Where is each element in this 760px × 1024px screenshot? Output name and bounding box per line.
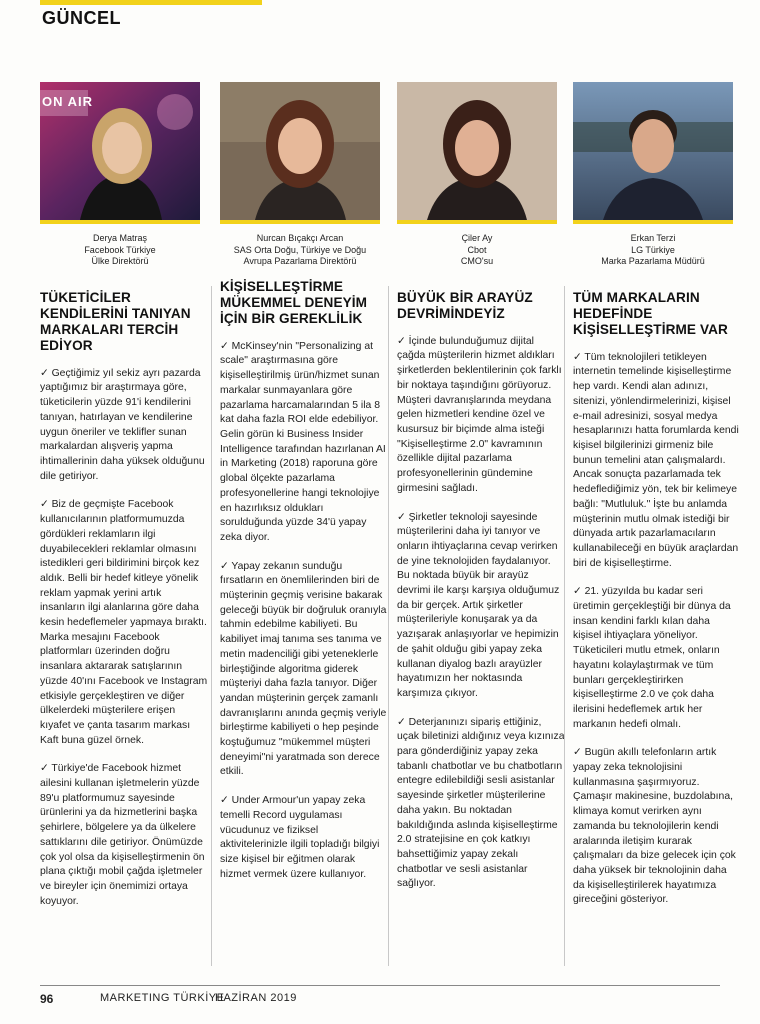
column-2 bbox=[220, 82, 388, 896]
person-company: SAS Orta Doğu, Türkiye ve Doğu bbox=[233, 244, 367, 255]
article-body bbox=[40, 367, 208, 910]
person-caption bbox=[397, 233, 557, 268]
person-role: Ülke Direktörü bbox=[91, 256, 149, 267]
paragraph: ✓ Biz de geçmişte Facebook kullanıcılarının platformumuzda gördükleri reklamların ilgi duyabilecekleri reklamlar olmasını istedikleri geri bildirimini birçok kez aldık. Belli bir hedef kitleye yönelik reklam yapmak yerini artık insanların ilgi alanlarına göre daha kesin hedeflemeler yapmaya bıraktı. Marka mesajını Facebook platformları üzerinden doğru insanlara aktararak satışlarının yüzde 40'ını Facebook ve Instagram etkisiyle gerçekleştiren ve diğer ülkelerdeki müşterilere erişen kıyafet ve çanta tasarım markası Kaft buna güzel örnek. bbox=[40, 499, 208, 746]
person-company: LG Türkiye bbox=[631, 244, 675, 255]
portrait-photo bbox=[40, 82, 200, 220]
article-heading: BÜYÜK BİR ARAYÜZ DEVRİMİNDEYİZ bbox=[397, 289, 533, 321]
article-body bbox=[397, 335, 565, 892]
column-divider bbox=[211, 286, 212, 966]
paragraph: ✓ Under Armour'un yapay zeka temelli Record uygulaması vücudunuz ve fiziksel aktivitelerinizle ilgili topladığı bilgiyi size kişisel bir eğitmen olarak hizmet vermek üzere kullanıyor. bbox=[220, 795, 380, 880]
person-name: Çiler Ay bbox=[461, 233, 493, 243]
column-4 bbox=[573, 82, 741, 922]
section-title: GÜNCEL bbox=[42, 8, 121, 28]
photo-sign-text: ON AIR bbox=[42, 94, 94, 109]
magazine-name: MARKETING TÜRKİYE bbox=[100, 992, 225, 1004]
person-role: Marka Pazarlama Müdürü bbox=[601, 256, 705, 267]
paragraph: ✓ McKinsey'nin "Personalizing at scale" araştırmasına göre kişiselleştirilmiş ürün/hizmet sunan markalar sunmayanlara göre pazarlama harcamalarından 5 ila 8 kat daha fazla ROI elde edebiliyor. Gelin görün ki Business Insider Intelligence tarafından hazırlanan AI in Marketing (2018) raporuna göre global ölçekte pazarlama profesyonellerine hangi teknolojiye en hazırlıksız oldukları sorulduğunda yüzde 34'ü yapay zeka diyor. bbox=[220, 340, 386, 543]
photo-accent-bar bbox=[397, 220, 557, 224]
portrait-photo bbox=[220, 82, 380, 220]
paragraph: ✓ 21. yüzyılda bu kadar seri üretimin gerçekleştiği bir dünya da insan kendini farklı kılan daha kişisel ihtiyaçlara yöneliyor. Tüketicileri mutlu etmek, onların hayatını kolaylaştırmak ve tüm bunları gerçekleştirirken kişiselleştirme 2.0 ve çok daha ilerisini hedeflemek artık her markanın hedefi olmalı. bbox=[573, 586, 731, 730]
column-3 bbox=[397, 82, 565, 906]
paragraph: ✓ Tüm teknolojileri tetikleyen internetin temelinde kişiselleştirme hep vardı. Kendi alan adınızı, sitenizi, yönlendirmelerinizi, kişisel e-mail adresinizi, sosyal medya hesaplarınızı hatta forumlarda kendi kişisel bilgilerinizi girmeniz bile bunun temelini atan çalışmalardı. Ancak sonuçta pazarlamada tek hedeflediğimiz yön, tek bir kelimeye bağlı: "Mutluluk." İşte bu anlamda müşterinin mutlu olmak istediği bir dünyada artık pazarlamacıların kullanabileceği en büyük araçlardan biri de kişiselleştirme. bbox=[573, 351, 739, 569]
photo-accent-bar bbox=[573, 220, 733, 224]
column-1 bbox=[40, 82, 208, 923]
article-heading: TÜKETİCİLER KENDİLERİNİ TANIYAN MARKALARI TERCİH EDİYOR bbox=[40, 289, 191, 353]
paragraph: ✓ Şirketler teknoloji sayesinde müşterilerini daha iyi tanıyor ve onların ihtiyaçlarına cevap verirken de yine teknolojiden faydalanıyor. Bu noktada büyük bir arayüz devrimi ile karşı karşıya olduğumuz da bir gerçek. Artık şirketler müşterileriyle konuşarak ya da yazışarak anlaşıyorlar ve hepimizin de şahit olduğu gibi yapay zeka kullanan diyalog bazlı arayüzler hayatımızın her noktasında karşımıza çıkıyor. bbox=[397, 511, 560, 699]
person-company: Facebook Türkiye bbox=[84, 244, 156, 255]
top-accent-bar bbox=[40, 0, 262, 5]
person-caption bbox=[220, 233, 380, 268]
photo-accent-bar bbox=[220, 220, 380, 224]
paragraph: ✓ Türkiye'de Facebook hizmet ailesini kullanan işletmelerin yüzde 89'u platformumuz sayesinde ürünlerini ya da hizmetlerini başka şehirlere, bölgelere ya da ülkelere sattıklarını dile getiriyor. Önümüzde çok yol olsa da kişiselleştirmenin ön plana çıktığı mobil çağda işletmeler ve bireyler için önemimizi ortaya koyuyor. bbox=[40, 763, 205, 907]
paragraph: ✓ Yapay zekanın sunduğu fırsatların en önemlilerinden biri de müşterinin geçmiş verisine bakarak geleceği büyük bir doğruluk oranıyla tahmin edebilme kabiliyeti. Bu kabiliyet imaj tanıma ses tanıma ve metin madenciliği gibi yeteneklerle birleştiğinde algoritma giderek müşteriyi daha fazla tanıyor. Diğer yandan müşterinin gerçek zamanlı davranışlarını anında geçmiş veriyle birleştirme kabiliyeti o hep peşinde koştuğumuz "mükemmel müşteri deneyimi"ni yaratmada son derece etkili. bbox=[220, 560, 387, 778]
article-heading: TÜM MARKALARIN HEDEFİNDE KİŞİSELLEŞTİRME VAR bbox=[573, 289, 728, 337]
person-company: Cbot bbox=[467, 244, 487, 255]
person-name: Erkan Terzi bbox=[630, 233, 676, 243]
article-body bbox=[573, 351, 741, 908]
footer-rule bbox=[40, 985, 720, 986]
person-name: Derya Matraş bbox=[92, 233, 147, 243]
paragraph: ✓ Bugün akıllı telefonların artık yapay zeka teknolojisini kullanmasına şaşırmıyoruz. Çamaşır makinesine, buzdolabına, klimaya komut verirken aynı zamanda bu teknolojilerin kendi aralarında iletişim kurarak çalışmaları da bize gelecek için çok daha yüksek bir teknolojinin daha da kişiselleştirilerek hayatımıza gireceğini gösteriyor. bbox=[573, 747, 736, 906]
paragraph: ✓ Deterjanınızı sipariş ettiğiniz, uçak biletinizi aldığınız veya kızınıza para gönderdiğiniz yapay zeka tabanlı chatbotlar ve bu chatbotların entegre edilebildiği sesli asistanlar sayesinde şirketler müşterilerine daha yakın. Bu noktadan bakıldığında aslında kişiselleştirme 2.0 stratejisine en çok katkıyı bahsettiğimiz yapay zekalı chatbotlar ve sesli asistanlar sağlıyor. bbox=[397, 716, 565, 890]
person-role: Avrupa Pazarlama Direktörü bbox=[243, 256, 357, 267]
column-divider bbox=[388, 286, 389, 966]
person-name: Nurcan Bıçakçı Arcan bbox=[256, 233, 344, 243]
person-caption bbox=[40, 233, 200, 268]
article-body bbox=[220, 340, 388, 883]
column-divider bbox=[564, 286, 565, 966]
page-number: 96 bbox=[40, 992, 54, 1006]
paragraph: ✓ Geçtiğimiz yıl sekiz ayrı pazarda yaptığımız bir araştırmaya göre, tüketicilerin yüzde 91'i kendilerini tanıyan, hatırlayan ve kendilerine uygun öneriler ve teklifler sunan markalardan alışveriş yapma ihtimallerinin daha yüksek olduğunu dile getiriyor. bbox=[40, 367, 205, 482]
paragraph: ✓ İçinde bulunduğumuz dijital çağda müşterilerin hizmet aldıkları şirketlerden beklentilerinin çok farklı bir noktaya taşındığını görüyoruz. Müşteri davranışlarında meydana gelen hizmetleri kendine özel ve kusursuz bir biçimde alma isteği "Kişiselleştirme 2.0" kavramının özellikle dijital pazarlama profesyonellerinin gündemine girmesini sağladı. bbox=[397, 335, 562, 494]
person-role: CMO'su bbox=[460, 256, 494, 267]
issue-date: HAZİRAN 2019 bbox=[215, 992, 297, 1004]
portrait-photo bbox=[573, 82, 733, 220]
photo-accent-bar bbox=[40, 220, 200, 224]
portrait-photo bbox=[397, 82, 557, 220]
person-caption bbox=[573, 233, 733, 268]
article-heading: KİŞİSELLEŞTİRME MÜKEMMEL DENEYİM İÇİN BİR GEREKLİLİK bbox=[220, 278, 368, 326]
